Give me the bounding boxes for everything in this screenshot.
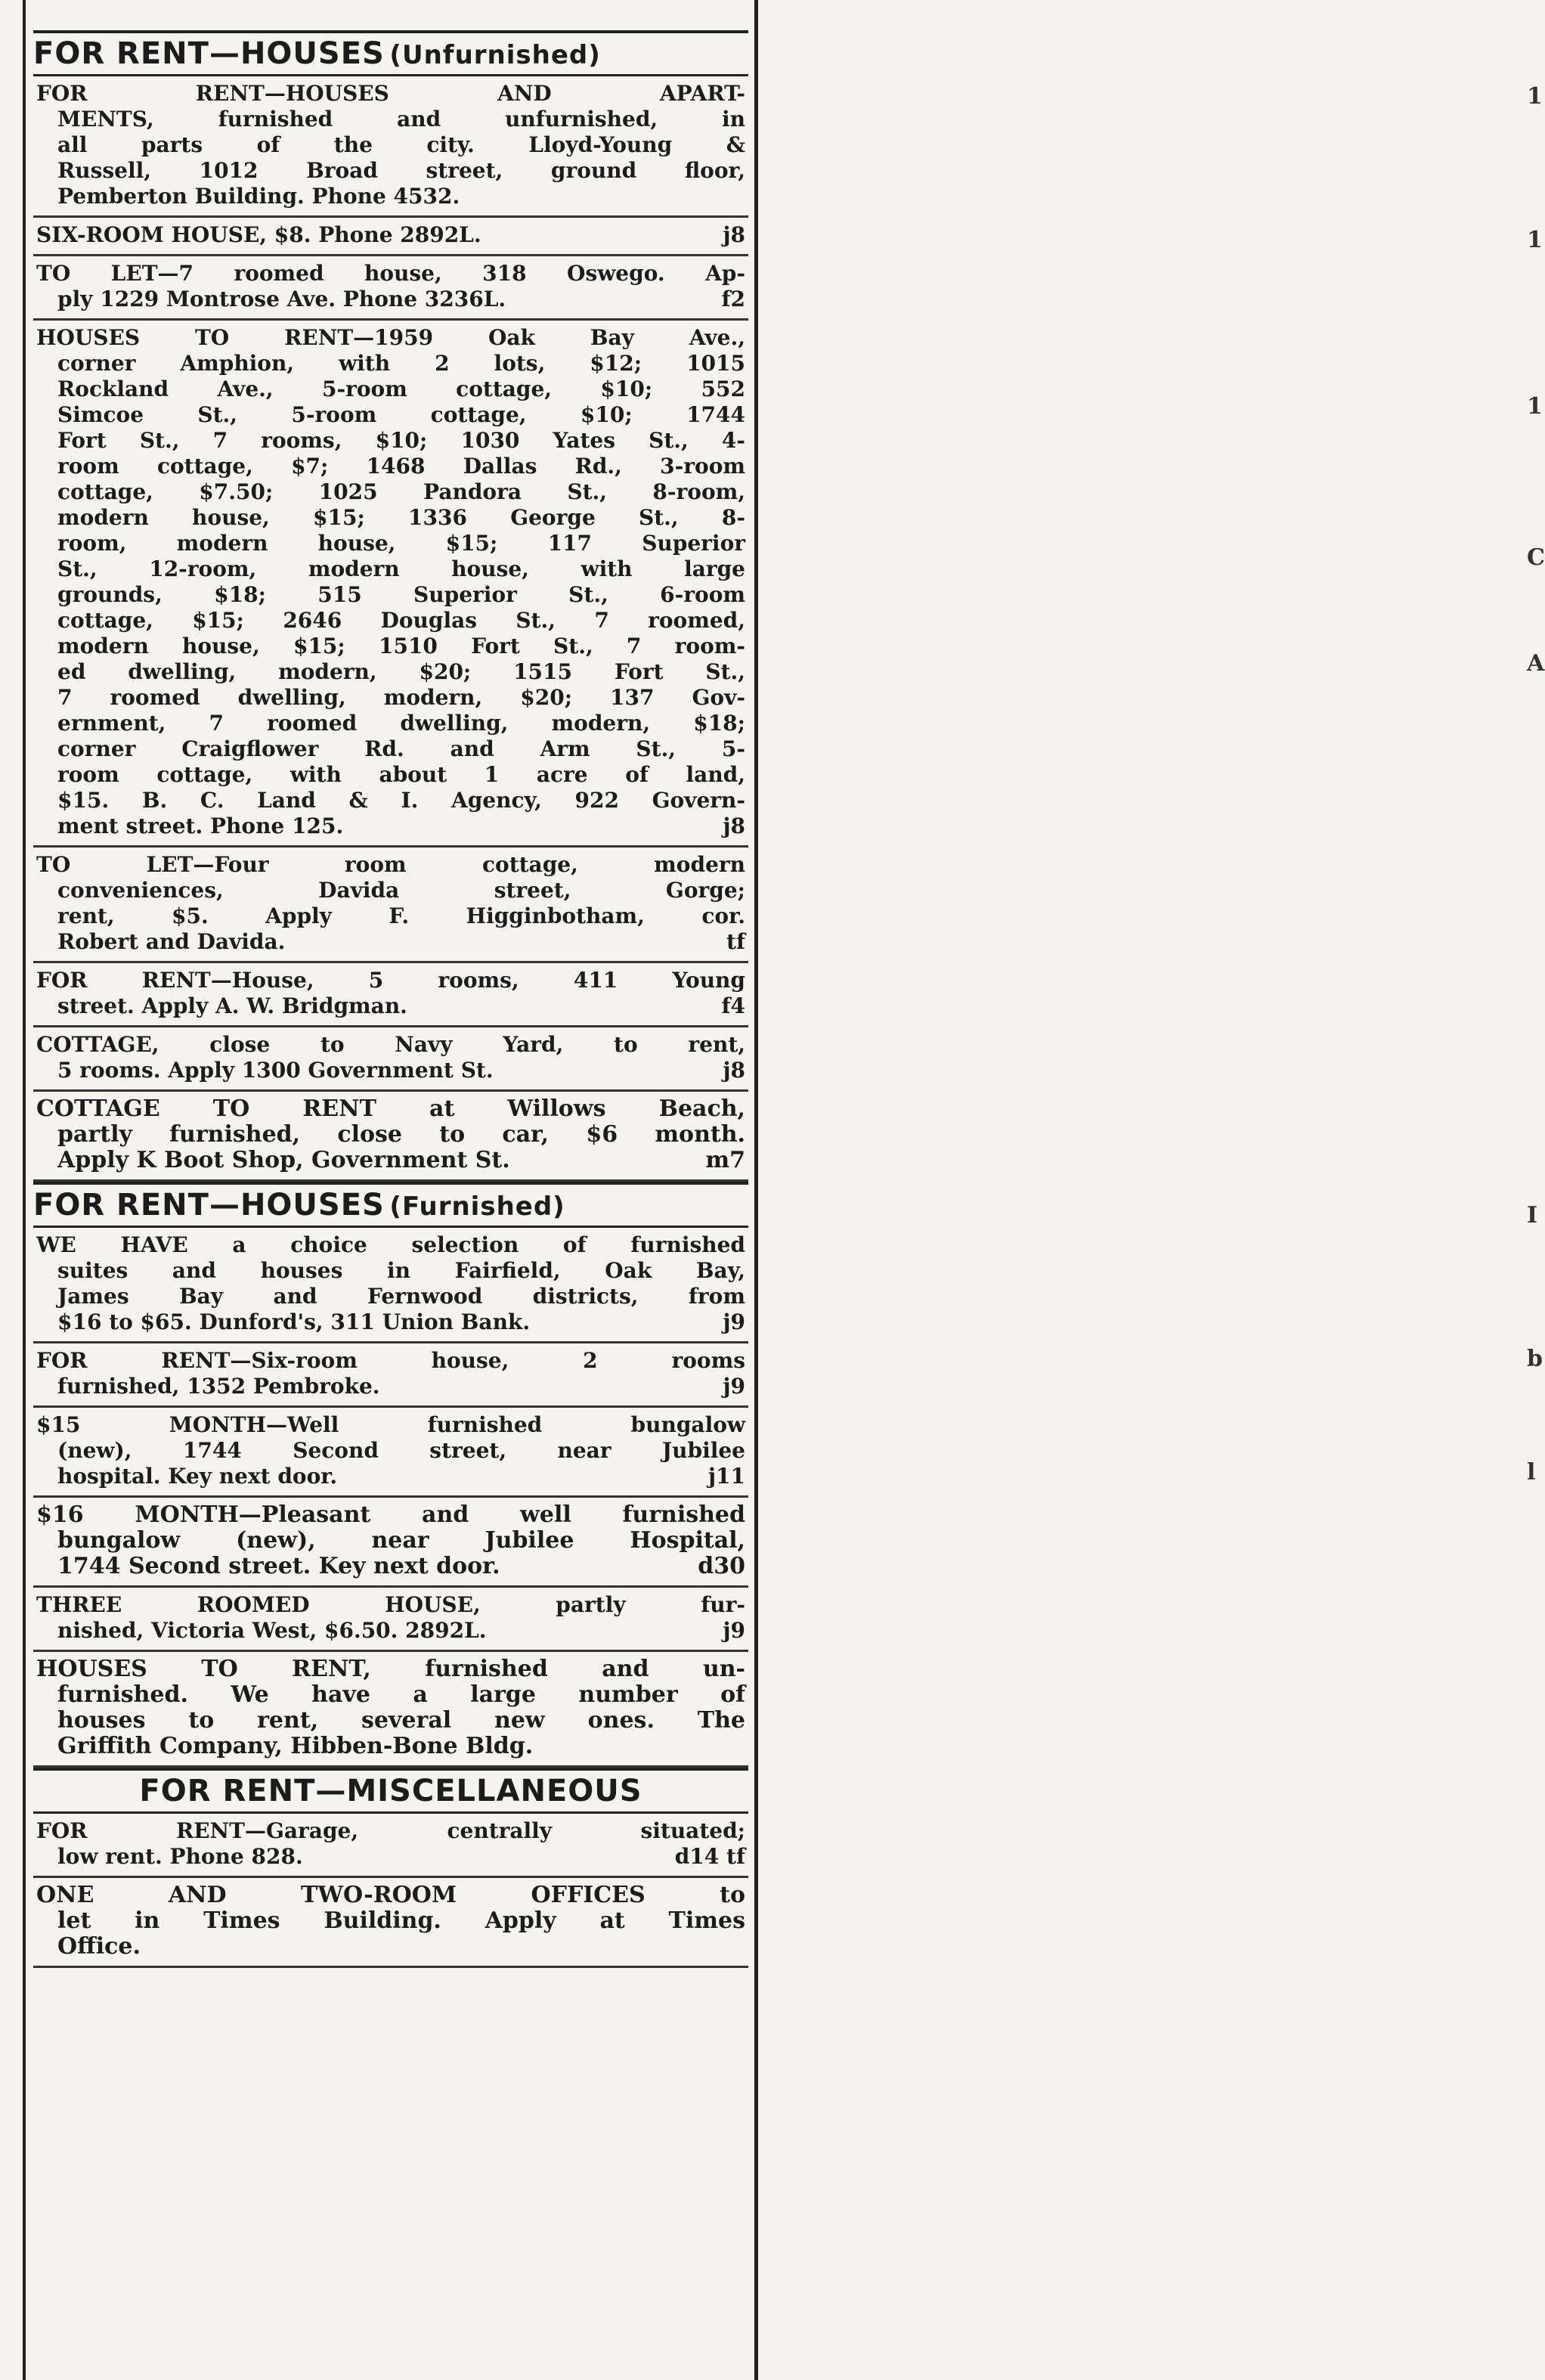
- ad-text: Russell, 1012 Broad street, ground floor,: [57, 158, 745, 183]
- ad-line: [36, 454, 745, 479]
- classified-ad: [33, 963, 748, 1027]
- ad-line: [36, 634, 745, 659]
- section-header: [33, 1182, 748, 1228]
- ad-text: room cottage, $7; 1468 Dallas Rd., 3-room: [57, 454, 745, 479]
- fragment-char: I: [1527, 1202, 1538, 1229]
- ad-text: FOR RENT—Garage, centrally situated;: [36, 1818, 745, 1843]
- ad-text: all parts of the city. Lloyd-Young &: [57, 132, 745, 157]
- ad-line: [36, 556, 745, 582]
- ad-line: [36, 929, 745, 955]
- ad-line: [36, 736, 745, 762]
- ad-date-code: j9: [723, 1374, 745, 1399]
- ad-text: ment street. Phone 125.: [57, 813, 344, 838]
- classified-ad: [33, 1498, 748, 1588]
- ad-text: Robert and Davida.: [57, 929, 286, 954]
- ad-text: Griffith Company, Hibben-Bone Bldg.: [57, 1733, 534, 1759]
- ad-line: [36, 903, 745, 929]
- ad-line: [36, 1374, 745, 1399]
- ad-date-code: j8: [723, 1058, 745, 1083]
- ad-line: [36, 428, 745, 454]
- fragment-char: 1: [1527, 227, 1543, 253]
- ad-text: bungalow (new), near Jubilee Hospital,: [57, 1527, 745, 1554]
- ad-line: [36, 968, 745, 993]
- ad-text: nished, Victoria West, $6.50. 2892L.: [57, 1618, 487, 1643]
- ad-text: COTTAGE TO RENT at Willows Beach,: [36, 1095, 745, 1122]
- ad-line: [36, 1258, 745, 1284]
- classified-column: [33, 30, 748, 1968]
- ad-line: [36, 1096, 745, 1122]
- section-subtitle: (Unfurnished): [389, 40, 601, 70]
- ad-line: [36, 1734, 745, 1759]
- classified-ad: [33, 256, 748, 321]
- ad-text: modern house, $15; 1510 Fort St., 7 room-: [57, 634, 745, 659]
- ad-text: Rockland Ave., 5-room cottage, $10; 552: [57, 377, 745, 401]
- ad-text: let in Times Building. Apply at Times: [57, 1907, 745, 1934]
- classified-ad: [33, 1027, 748, 1092]
- ad-text: suites and houses in Fairfield, Oak Bay,: [57, 1258, 745, 1283]
- ad-date-code: tf: [726, 929, 745, 954]
- ad-line: [36, 813, 745, 839]
- fragment-char: A: [1527, 650, 1545, 677]
- ad-line: [36, 711, 745, 736]
- ad-text: cottage, $15; 2646 Douglas St., 7 roomed,: [57, 608, 745, 633]
- column-rule-right: [754, 0, 758, 2380]
- ad-line: [36, 878, 745, 903]
- ad-line: [36, 852, 745, 878]
- ad-text: THREE ROOMED HOUSE, partly fur-: [36, 1592, 745, 1617]
- ad-date-code: d30: [698, 1553, 745, 1579]
- ad-line: [36, 608, 745, 634]
- ad-line: [36, 81, 745, 107]
- ad-date-code: f4: [721, 993, 745, 1018]
- ad-line: [36, 788, 745, 813]
- ad-date-code: j9: [723, 1618, 745, 1643]
- ad-text: room, modern house, $15; 117 Superior: [57, 531, 745, 556]
- ad-text: Office.: [57, 1933, 141, 1960]
- fragment-char: 1: [1527, 393, 1543, 420]
- ad-line: [36, 287, 745, 312]
- classified-ad: [33, 1343, 748, 1408]
- ad-line: [36, 1618, 745, 1644]
- ad-line: [36, 659, 745, 685]
- ad-text: WE HAVE a choice selection of furnished: [36, 1232, 745, 1257]
- ad-line: [36, 505, 745, 531]
- ad-text: HOUSES TO RENT, furnished and un-: [36, 1656, 745, 1682]
- ad-text: ply 1229 Montrose Ave. Phone 3236L.: [57, 287, 506, 311]
- column-rule-left: [23, 0, 26, 2380]
- ad-text: MENTS, furnished and unfurnished, in: [57, 107, 745, 132]
- ad-line: [36, 1818, 745, 1844]
- ad-line: [36, 1592, 745, 1618]
- ad-line: [36, 1058, 745, 1083]
- ad-line: [36, 1309, 745, 1335]
- classified-ad: [33, 1228, 748, 1343]
- ad-text: TO LET—Four room cottage, modern: [36, 852, 745, 877]
- section-header: [33, 30, 748, 76]
- ad-text: ONE AND TWO-ROOM OFFICES to: [36, 1882, 745, 1908]
- ad-line: [36, 1122, 745, 1148]
- classified-ad: [33, 1408, 748, 1498]
- ad-text: room cottage, with about 1 acre of land,: [57, 762, 745, 787]
- ad-text: $16 MONTH—Pleasant and well furnished: [36, 1501, 745, 1528]
- ad-line: [36, 479, 745, 505]
- ad-line: [36, 1934, 745, 1960]
- classified-ad: [33, 1878, 748, 1968]
- ad-text: ernment, 7 roomed dwelling, modern, $18;: [57, 711, 745, 736]
- ad-date-code: m7: [705, 1147, 745, 1173]
- ad-line: [36, 1148, 745, 1173]
- ad-text: $15. B. C. Land & I. Agency, 922 Govern-: [57, 788, 745, 813]
- ad-text: $15 MONTH—Well furnished bungalow: [36, 1412, 745, 1437]
- classified-ad: [33, 848, 748, 963]
- ad-text: ed dwelling, modern, $20; 1515 Fort St.,: [57, 659, 745, 684]
- classified-ad: [33, 1092, 748, 1182]
- section-header: [33, 1768, 748, 1814]
- ad-date-code: j8: [723, 813, 745, 838]
- ad-line: [36, 1438, 745, 1464]
- ad-text: FOR RENT—HOUSES AND APART-: [36, 81, 745, 106]
- ad-line: [36, 377, 745, 402]
- ad-line: [36, 158, 745, 184]
- ad-text: 1744 Second street. Key next door.: [57, 1553, 500, 1579]
- ad-text: Simcoe St., 5-room cottage, $10; 1744: [57, 402, 745, 427]
- ad-text: (new), 1744 Second street, near Jubilee: [57, 1438, 745, 1463]
- ad-text: corner Craigflower Rd. and Arm St., 5-: [57, 736, 745, 761]
- ad-text: $16 to $65. Dunford's, 311 Union Bank.: [57, 1309, 531, 1334]
- fragment-char: 1: [1527, 83, 1543, 110]
- ad-line: [36, 184, 745, 209]
- ad-text: furnished. We have a large number of: [57, 1681, 745, 1708]
- ad-line: [36, 222, 745, 248]
- adjacent-column-fragments: [762, 0, 1545, 2380]
- classified-ad: [33, 1814, 748, 1878]
- ad-text: St., 12-room, modern house, with large: [57, 556, 745, 581]
- ad-text: conveniences, Davida street, Gorge;: [57, 878, 745, 903]
- ad-text: FOR RENT—Six-room house, 2 rooms: [36, 1348, 745, 1373]
- ad-line: [36, 107, 745, 132]
- ad-text: COTTAGE, close to Navy Yard, to rent,: [36, 1032, 745, 1057]
- ad-text: SIX-ROOM HOUSE, $8. Phone 2892L.: [36, 222, 481, 247]
- ad-text: TO LET—7 roomed house, 318 Oswego. Ap-: [36, 261, 745, 286]
- ad-line: [36, 402, 745, 428]
- ad-date-code: j9: [723, 1309, 745, 1334]
- ad-text: Fort St., 7 rooms, $10; 1030 Yates St., 4-: [57, 428, 745, 453]
- section-title: FOR RENT—HOUSES: [33, 36, 385, 71]
- ad-line: [36, 1554, 745, 1579]
- ad-text: HOUSES TO RENT—1959 Oak Bay Ave.,: [36, 325, 745, 350]
- ad-line: [36, 1682, 745, 1708]
- fragment-char: C: [1527, 544, 1545, 571]
- fragment-char: b: [1527, 1346, 1543, 1372]
- ad-text: partly furnished, close to car, $6 month.: [57, 1121, 745, 1148]
- ad-line: [36, 1464, 745, 1489]
- ad-date-code: d14 tf: [674, 1844, 745, 1869]
- ad-line: [36, 1412, 745, 1438]
- ad-line: [36, 993, 745, 1019]
- ad-line: [36, 1656, 745, 1682]
- ad-text: houses to rent, several new ones. The: [57, 1707, 745, 1734]
- ad-line: [36, 132, 745, 158]
- ad-text: Apply K Boot Shop, Government St.: [57, 1147, 510, 1173]
- ad-text: FOR RENT—House, 5 rooms, 411 Young: [36, 968, 745, 993]
- ad-line: [36, 762, 745, 788]
- ad-line: [36, 1883, 745, 1908]
- classified-ad: [33, 76, 748, 218]
- ad-line: [36, 1844, 745, 1870]
- ad-text: James Bay and Fernwood districts, from: [57, 1284, 745, 1309]
- section-title: FOR RENT—HOUSES: [33, 1188, 385, 1223]
- ad-text: 5 rooms. Apply 1300 Government St.: [57, 1058, 494, 1083]
- ad-date-code: j11: [707, 1464, 745, 1489]
- ad-text: rent, $5. Apply F. Higginbotham, cor.: [57, 903, 745, 928]
- ad-line: [36, 1908, 745, 1934]
- ad-text: cottage, $7.50; 1025 Pandora St., 8-room,: [57, 479, 745, 504]
- ad-date-code: f2: [721, 287, 745, 311]
- ad-line: [36, 582, 745, 608]
- ad-line: [36, 685, 745, 711]
- ad-line: [36, 351, 745, 377]
- fragment-char: l: [1527, 1459, 1536, 1486]
- ad-text: modern house, $15; 1336 George St., 8-: [57, 505, 745, 530]
- ad-text: street. Apply A. W. Bridgman.: [57, 993, 407, 1018]
- ad-line: [36, 531, 745, 556]
- section-subtitle: (Furnished): [389, 1192, 565, 1222]
- ad-line: [36, 1232, 745, 1258]
- ad-text: Pemberton Building. Phone 4532.: [57, 184, 460, 209]
- ad-line: [36, 325, 745, 351]
- section-title: FOR RENT—MISCELLANEOUS: [139, 1774, 642, 1808]
- ad-text: low rent. Phone 828.: [57, 1844, 303, 1869]
- ad-text: grounds, $18; 515 Superior St., 6-room: [57, 582, 745, 607]
- ad-line: [36, 1502, 745, 1528]
- ad-date-code: j8: [723, 222, 745, 247]
- ad-line: [36, 1348, 745, 1374]
- ad-line: [36, 1284, 745, 1309]
- ad-line: [36, 1032, 745, 1058]
- ad-line: [36, 261, 745, 287]
- ad-text: 7 roomed dwelling, modern, $20; 137 Gov-: [57, 685, 745, 710]
- ad-text: corner Amphion, with 2 lots, $12; 1015: [57, 351, 745, 376]
- classified-ad: [33, 218, 748, 256]
- classified-ad: [33, 321, 748, 848]
- classified-ad: [33, 1588, 748, 1652]
- ad-line: [36, 1708, 745, 1734]
- classified-ad: [33, 1652, 748, 1768]
- ad-text: furnished, 1352 Pembroke.: [57, 1374, 380, 1399]
- ad-text: hospital. Key next door.: [57, 1464, 338, 1489]
- ad-line: [36, 1528, 745, 1554]
